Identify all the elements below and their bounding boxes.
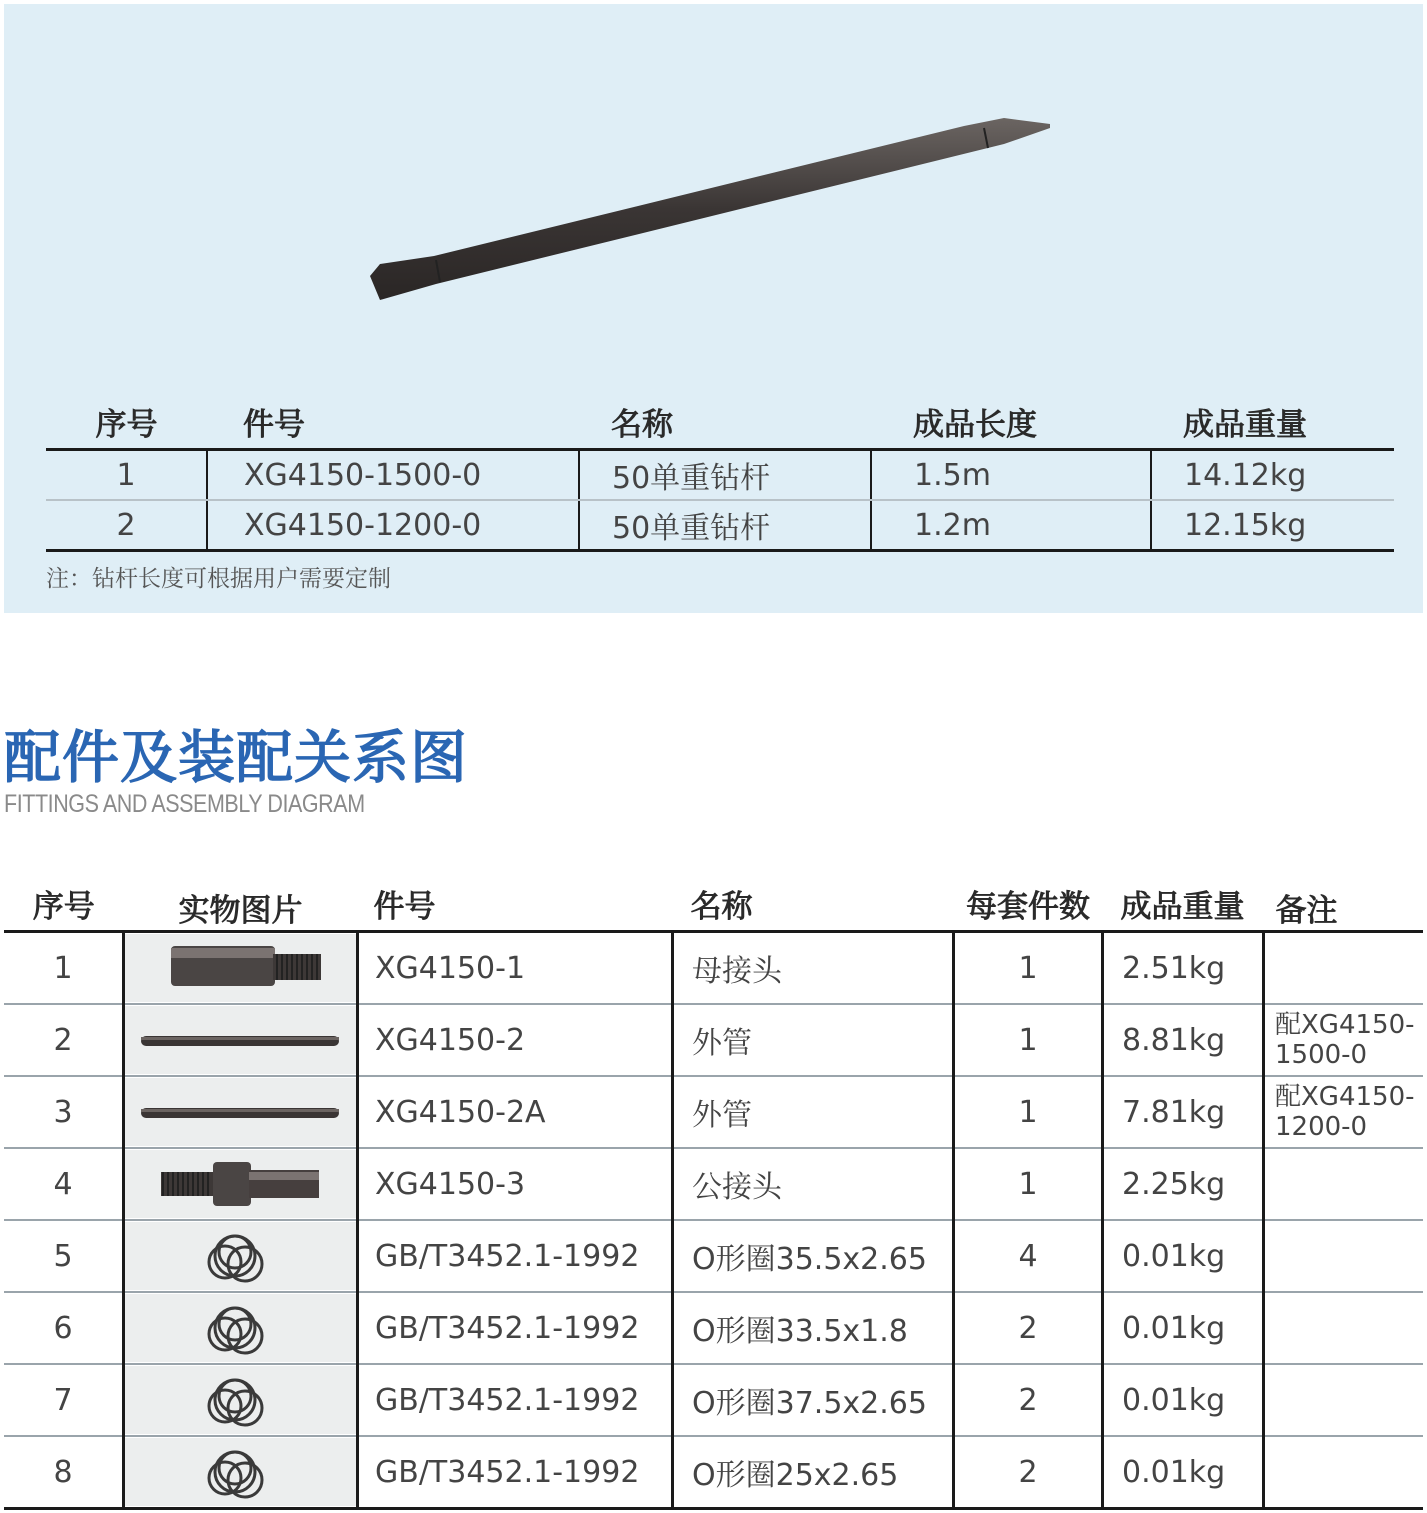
- o-rings-image: [125, 1366, 356, 1434]
- cell-name: O形圈33.5x1.8: [673, 1292, 954, 1364]
- cell-name: O形圈25x2.65: [673, 1436, 954, 1509]
- cell-qty: 2: [954, 1292, 1103, 1364]
- fittings-table: [4, 880, 1423, 1510]
- table-note: 注：钻杆长度可根据用户需要定制: [46, 566, 391, 592]
- cell-name: O形圈35.5x2.65: [673, 1220, 954, 1292]
- cell-qty: 4: [954, 1220, 1103, 1292]
- cell-remark: [1264, 1148, 1424, 1220]
- cell-no: 4: [4, 1148, 124, 1220]
- cell-weight: 12.15kg: [1151, 500, 1394, 551]
- cell-part: XG4150-1200-0: [207, 500, 579, 551]
- cell-no: 1: [4, 932, 124, 1005]
- table-row: [4, 1076, 1423, 1148]
- table-row: [46, 450, 1394, 501]
- cell-part: XG4150-1: [358, 932, 673, 1005]
- cell-remark: [1264, 1364, 1424, 1436]
- cell-name: 外管: [673, 1004, 954, 1076]
- cell-length: 1.5m: [871, 450, 1151, 501]
- cell-picture: [124, 1076, 358, 1148]
- cell-name: 母接头: [673, 932, 954, 1005]
- female-joint-image: [125, 934, 356, 1002]
- cell-no: 7: [4, 1364, 124, 1436]
- cell-weight: 0.01kg: [1103, 1364, 1264, 1436]
- cell-weight: 14.12kg: [1151, 450, 1394, 501]
- cell-no: 8: [4, 1436, 124, 1509]
- cell-weight: 2.51kg: [1103, 932, 1264, 1005]
- table-row: [46, 500, 1394, 551]
- cell-name: O形圈37.5x2.65: [673, 1364, 954, 1436]
- section-subtitle: FITTINGS AND ASSEMBLY DIAGRAM: [4, 790, 365, 818]
- col-header: 序号: [4, 880, 124, 932]
- cell-picture: [124, 1436, 358, 1509]
- o-rings-image: [125, 1438, 356, 1506]
- col-header: 件号: [358, 880, 673, 932]
- col-header: 名称: [579, 396, 871, 450]
- col-header: 每套件数: [954, 880, 1103, 932]
- cell-no: 2: [46, 500, 207, 551]
- cell-weight: 0.01kg: [1103, 1436, 1264, 1509]
- male-joint-image: [125, 1150, 356, 1218]
- cell-remark: 配XG4150-1200-0: [1264, 1076, 1424, 1148]
- cell-picture: [124, 1220, 358, 1292]
- cell-part: XG4150-1500-0: [207, 450, 579, 501]
- drill-rod-image: [364, 114, 1064, 314]
- cell-name: 公接头: [673, 1148, 954, 1220]
- cell-no: 1: [46, 450, 207, 501]
- cell-weight: 7.81kg: [1103, 1076, 1264, 1148]
- cell-qty: 2: [954, 1364, 1103, 1436]
- cell-picture: [124, 1148, 358, 1220]
- cell-qty: 1: [954, 1004, 1103, 1076]
- cell-part: GB/T3452.1-1992: [358, 1436, 673, 1509]
- table-row: [4, 1436, 1423, 1509]
- table-row: [4, 1220, 1423, 1292]
- col-header: 名称: [673, 880, 954, 932]
- outer-tube-image: [125, 1006, 356, 1074]
- cell-qty: 1: [954, 932, 1103, 1005]
- cell-part: GB/T3452.1-1992: [358, 1220, 673, 1292]
- cell-part: GB/T3452.1-1992: [358, 1292, 673, 1364]
- cell-remark: [1264, 1292, 1424, 1364]
- col-header: 成品重量: [1103, 880, 1264, 932]
- cell-no: 5: [4, 1220, 124, 1292]
- cell-name: 外管: [673, 1076, 954, 1148]
- cell-qty: 2: [954, 1436, 1103, 1509]
- table-row: [4, 1148, 1423, 1220]
- table-row: [4, 1292, 1423, 1364]
- cell-no: 6: [4, 1292, 124, 1364]
- table-row: [4, 932, 1423, 1005]
- cell-remark: [1264, 1436, 1424, 1509]
- cell-part: XG4150-2A: [358, 1076, 673, 1148]
- col-header: 序号: [46, 396, 207, 450]
- cell-no: 3: [4, 1076, 124, 1148]
- col-header: 件号: [207, 396, 579, 450]
- cell-picture: [124, 1004, 358, 1076]
- cell-picture: [124, 1364, 358, 1436]
- col-header: 成品重量: [1151, 396, 1394, 450]
- o-rings-image: [125, 1294, 356, 1362]
- cell-qty: 1: [954, 1148, 1103, 1220]
- cell-part: GB/T3452.1-1992: [358, 1364, 673, 1436]
- cell-name: 50单重钻杆: [579, 500, 871, 551]
- col-header: 备注: [1264, 880, 1424, 932]
- cell-remark: [1264, 932, 1424, 1005]
- cell-picture: [124, 1292, 358, 1364]
- outer-tube-image: [125, 1078, 356, 1146]
- cell-remark: 配XG4150-1500-0: [1264, 1004, 1424, 1076]
- cell-name: 50单重钻杆: [579, 450, 871, 501]
- cell-weight: 8.81kg: [1103, 1004, 1264, 1076]
- table-row: [4, 1364, 1423, 1436]
- o-rings-image: [125, 1222, 356, 1290]
- cell-weight: 2.25kg: [1103, 1148, 1264, 1220]
- cell-picture: [124, 932, 358, 1005]
- table-row: [4, 1004, 1423, 1076]
- cell-weight: 0.01kg: [1103, 1292, 1264, 1364]
- product-table: [46, 396, 1394, 552]
- cell-part: XG4150-3: [358, 1148, 673, 1220]
- cell-no: 2: [4, 1004, 124, 1076]
- cell-remark: [1264, 1220, 1424, 1292]
- col-header: 实物图片: [124, 880, 358, 932]
- section-title: 配件及装配关系图: [4, 725, 468, 791]
- col-header: 成品长度: [871, 396, 1151, 450]
- cell-length: 1.2m: [871, 500, 1151, 551]
- cell-weight: 0.01kg: [1103, 1220, 1264, 1292]
- cell-qty: 1: [954, 1076, 1103, 1148]
- cell-part: XG4150-2: [358, 1004, 673, 1076]
